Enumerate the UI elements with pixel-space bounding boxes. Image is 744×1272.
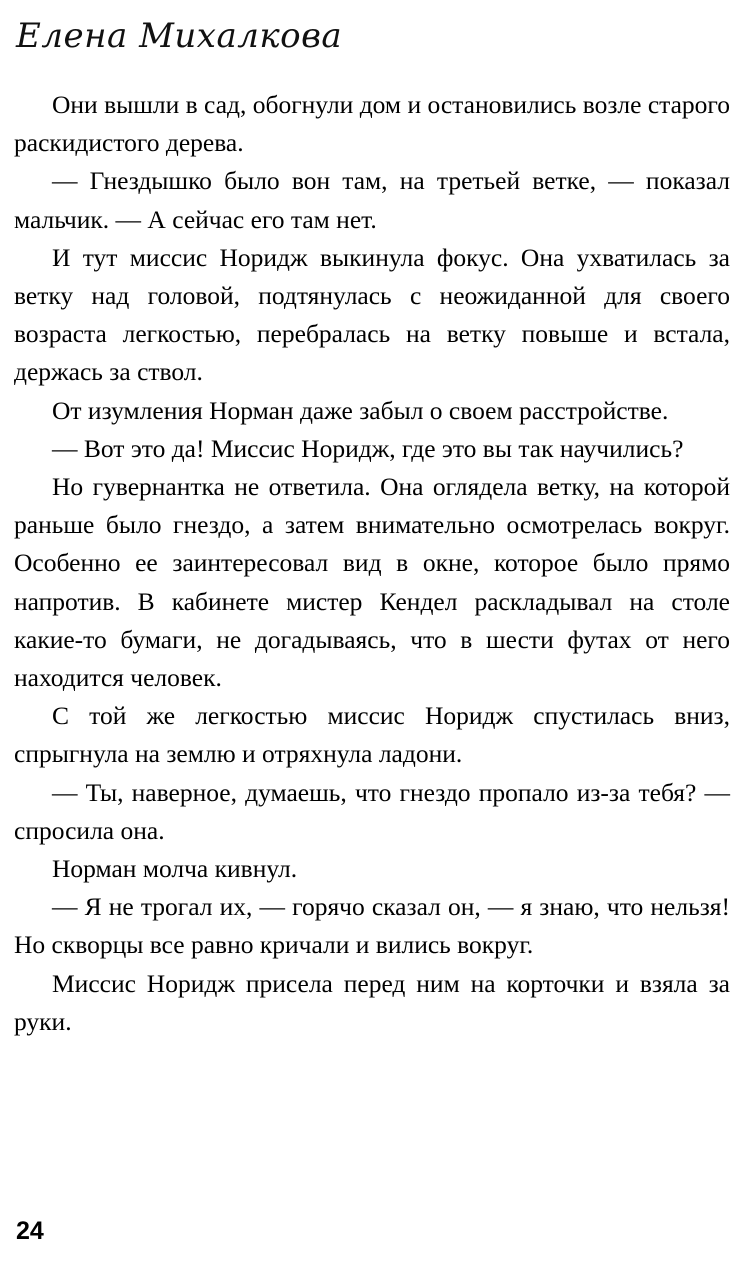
paragraph: Миссис Норидж присела перед ним на корточки и взяла за руки. [14, 968, 730, 1036]
paragraph: Они вышли в сад, обогнули дом и остановились возле старого раскидистого дерева. [14, 90, 730, 158]
paragraph: — Гнездышко было вон там, на третьей ветке, — показал мальчик. — А сейчас его там нет. [14, 166, 730, 234]
author-name: Елена Михалкова [16, 16, 343, 56]
paragraph: Норман молча кивнул. [52, 854, 298, 884]
paragraph: — Вот это да! Миссис Норидж, где это вы так научились? [52, 433, 684, 463]
paragraph: Но гувернантка не ответила. Она оглядела ветку, на которой раньше было гнездо, а затем внимательно осмотрелась вокруг. Особенно ее заинтересовал вид в окне, которое было прямо напротив. В кабинете мистер Кендел раскладывал на столе какие-то бумаги, не догадываясь, что в шести футах от него находится человек. [14, 472, 730, 693]
paragraph: — Я не трогал их, — горячо сказал он, — я знаю, что нельзя! Но скворцы все равно кричали и вились вокруг. [14, 892, 730, 960]
paragraph: И тут миссис Норидж выкинула фокус. Она ухватилась за ветку над головой, подтянулась с неожиданной для своего возраста легкостью, перебралась на ветку повыше и встала, держась за ствол. [14, 242, 730, 387]
body-text [14, 86, 730, 1041]
page-number: 24 [16, 1217, 44, 1245]
page-header [16, 12, 416, 68]
paragraph: От изумления Норман даже забыл о своем расстройстве. [52, 395, 669, 425]
paragraph: — Ты, наверное, думаешь, что гнездо пропало из-за тебя? — спросила она. [14, 777, 730, 845]
paragraph: С той же легкостью миссис Норидж спустилась вниз, спрыгнула на землю и отряхнула ладони. [14, 701, 730, 769]
